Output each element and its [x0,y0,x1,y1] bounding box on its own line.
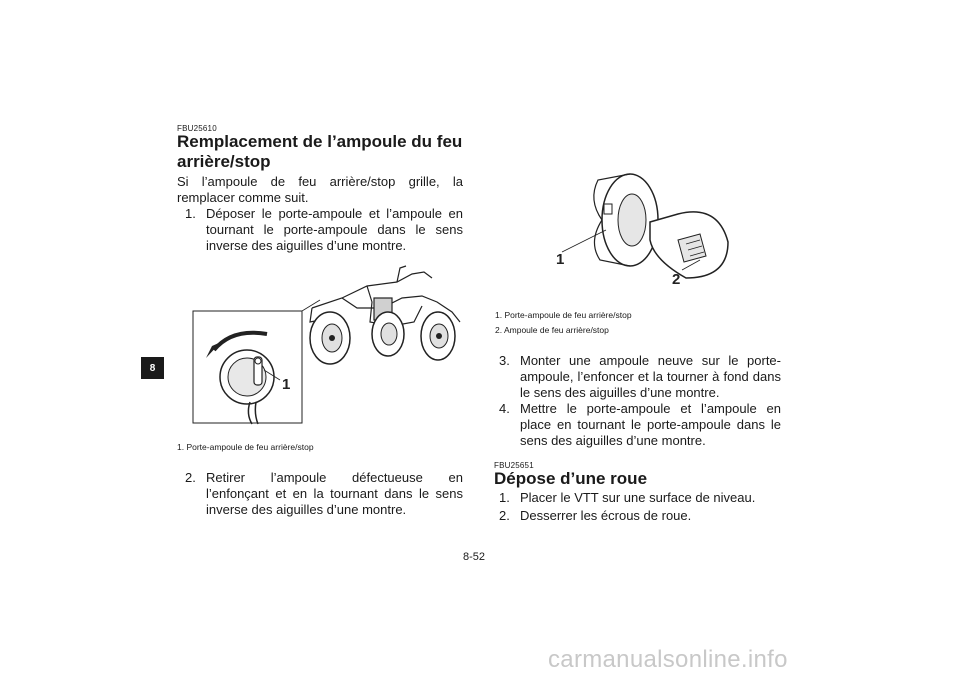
leader-line [302,300,320,311]
step-a-text: Placer le VTT sur une surface de niveau. [520,490,756,505]
step-4-text: Mettre le porte-ampoule et l’ampoule en place en tournant le porte-ampoule dans le sens des aiguilles d’une montre. [520,401,781,448]
step-3-text: Monter une ampoule neuve sur le porte-ampoule, l’enfoncer et la tourner à fond dans le sens des aiguilles d’une montre. [520,353,781,400]
atv-figure [192,262,467,432]
step-3-number: 3. [499,353,510,368]
step-2-text: Retirer l’ampoule défectueuse en l’enfonçant et en la tournant dans le sens inverse des aiguilles d’une montre. [206,470,463,517]
page-number: 8-52 [463,551,486,563]
watermark: carmanualsonline.info [548,646,788,673]
intro-paragraph: Si l’ampoule de feu arrière/stop grille, la remplacer comme suit. [177,174,463,205]
figure-caption-left: 1. Porte-ampoule de feu arrière/stop [177,442,314,452]
section-title-2: Dépose d’une roue [494,469,648,488]
chapter-tab-label: 8 [149,362,156,374]
step-1-text: Déposer le porte-ampoule et l’ampoule en tournant le porte-ampoule dans le sens inverse des aiguilles d’une montre. [206,206,463,253]
callout-1: 1 [282,376,291,393]
callout-1-right: 1 [556,251,565,268]
section-title-line2: arrière/stop [177,152,271,171]
callout-2-right: 2 [672,271,681,288]
step-4-number: 4. [499,401,510,416]
section-title-line1: Remplacement de l’ampoule du feu [177,132,463,151]
step-b-text: Desserrer les écrous de roue. [520,508,692,523]
figure-caption-right-1: 1. Porte-ampoule de feu arrière/stop [495,310,632,320]
section-code: FBU25610 [177,124,217,133]
step-a-number: 1. [499,490,510,505]
section-code-2: FBU25651 [494,461,534,470]
section-title [177,132,477,172]
figure-caption-right-2: 2. Ampoule de feu arrière/stop [495,325,609,335]
bulb-figure [550,160,750,295]
step-2-number: 2. [185,470,196,485]
step-b-number: 2. [499,508,510,523]
step-1-number: 1. [185,206,196,221]
chapter-tab [141,357,164,379]
